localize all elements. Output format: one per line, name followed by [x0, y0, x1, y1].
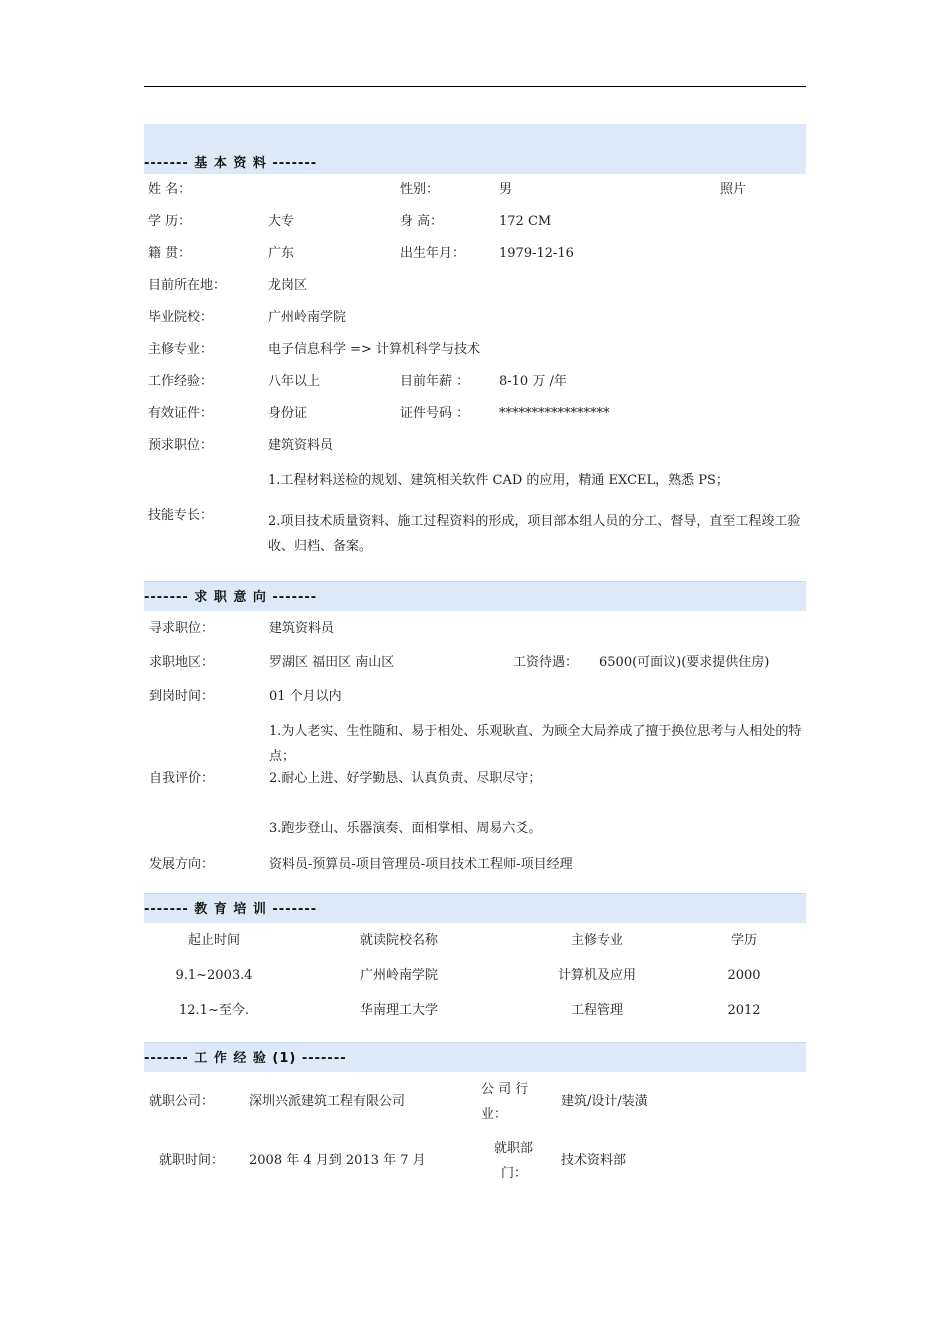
gender-value: 男 — [499, 182, 513, 197]
industry-label-line2: 业： — [481, 1107, 508, 1122]
birth-label: 出生年月： — [400, 246, 466, 261]
section-header-intent — [144, 581, 806, 611]
basic-row-id — [144, 404, 806, 436]
work-time-label: 就职时间： — [159, 1153, 225, 1168]
arrive-value: 01 个月以内 — [269, 689, 342, 704]
origin-value: 广东 — [268, 246, 295, 261]
edu-cell-degree: 2000 — [727, 968, 761, 983]
self-item-3: 3.跑步登山、乐器演奏、面相掌相、周易六爻。 — [269, 821, 542, 836]
section-header-basic — [144, 124, 806, 174]
edu-cell-major: 工程管理 — [570, 1003, 623, 1018]
pay-value: 6500(可面议)(要求提供住房) — [599, 655, 770, 670]
company-label: 就职公司： — [149, 1094, 215, 1109]
industry-label-line1: 公 司 行 — [481, 1082, 529, 1097]
photo-label: 照片 — [720, 182, 747, 197]
id-label: 有效证件： — [148, 406, 214, 421]
company-value: 深圳兴派建筑工程有限公司 — [249, 1094, 406, 1109]
major-label: 主修专业： — [148, 342, 214, 357]
gender-label: 性别： — [400, 182, 440, 197]
basic-row-origin — [144, 244, 806, 276]
exp-label: 工作经验： — [148, 374, 214, 389]
location-value: 龙岗区 — [268, 278, 308, 293]
basic-row-school — [144, 308, 806, 340]
exp-value: 八年以上 — [268, 374, 321, 389]
area-label: 求职地区： — [149, 655, 215, 670]
work-time-value: 2008 年 4 月到 2013 年 7 月 — [249, 1153, 426, 1168]
table-row — [144, 1001, 806, 1036]
salary-label: 目前年薪 ： — [400, 374, 470, 389]
edu-header-school: 就读院校名称 — [359, 933, 438, 948]
edu-cell-major: 计算机及应用 — [557, 968, 636, 983]
intent-row-dev — [144, 855, 806, 889]
self-item-2: 2.耐心上进、好学勤恳、认真负责、尽职尽守； — [269, 771, 542, 786]
self-item-1: 1.为人老实、生性随和、易于相处、乐观耿直、为顾全大局养成了擅于换位思考与人相处的特点； — [269, 724, 802, 764]
edu-value: 大专 — [268, 214, 295, 229]
school-value: 广州岭南学院 — [268, 310, 347, 325]
skills-item-1: 1.工程材料送检的规划、建筑相关软件 CAD 的应用，精通 EXCEL，熟悉 PS； — [268, 473, 729, 488]
top-rule — [144, 86, 806, 87]
dev-label: 发展方向： — [149, 857, 215, 872]
edu-header-period: 起止时间 — [187, 933, 240, 948]
edu-cell-school: 广州岭南学院 — [359, 968, 438, 983]
intent-row-arrive — [144, 687, 806, 721]
basic-row-exp — [144, 372, 806, 404]
work-row-company — [144, 1072, 806, 1132]
section-title-work: ------- 工 作 经 验 (1) ------- — [144, 1051, 347, 1066]
id-value: 身份证 — [268, 406, 308, 421]
basic-row-location — [144, 276, 806, 308]
idno-value: ***************** — [499, 406, 610, 421]
intent-row-position — [144, 619, 806, 653]
table-row — [144, 966, 806, 1001]
basic-row-position — [144, 436, 806, 468]
position-label: 预求职位： — [148, 438, 214, 453]
section-title-edu: ------- 教 育 培 训 ------- — [144, 902, 318, 917]
major-value: 电子信息科学 => 计算机科学与技术 — [268, 342, 481, 357]
origin-label: 籍 贯： — [148, 246, 192, 261]
position-value: 建筑资料员 — [268, 438, 334, 453]
name-label: 姓 名： — [148, 182, 192, 197]
skills-label: 技能专长： — [148, 508, 214, 523]
dept-label-line2: 门： — [501, 1166, 528, 1181]
basic-row-major — [144, 340, 806, 372]
section-title-intent: ------- 求 职 意 向 ------- — [144, 590, 318, 605]
basic-row-edu — [144, 212, 806, 244]
basic-row-name — [144, 180, 806, 212]
intent-row-area — [144, 653, 806, 687]
industry-value: 建筑/设计/装潢 — [561, 1094, 648, 1109]
birth-value: 1979-12-16 — [499, 246, 574, 261]
intent-position-label: 寻求职位： — [149, 621, 215, 636]
edu-label: 学 历： — [148, 214, 192, 229]
idno-label: 证件号码 ： — [400, 406, 470, 421]
edu-header-degree: 学历 — [730, 933, 757, 948]
self-label: 自我评价： — [149, 771, 215, 786]
edu-cell-period: 12.1~至今. — [179, 1003, 249, 1018]
salary-value: 8-10 万 /年 — [499, 374, 567, 389]
pay-label: 工资待遇： — [513, 655, 579, 670]
section-header-edu — [144, 893, 806, 923]
area-value: 罗湖区 福田区 南山区 — [269, 655, 395, 670]
dept-label-line1: 就职部 — [494, 1141, 534, 1156]
dept-value: 技术资料部 — [561, 1153, 627, 1168]
arrive-label: 到岗时间： — [149, 689, 215, 704]
location-label: 目前所在地： — [148, 278, 227, 293]
dev-value: 资料员-预算员-项目管理员-项目技术工程师-项目经理 — [269, 857, 573, 872]
height-value: 172 CM — [499, 214, 552, 229]
edu-cell-degree: 2012 — [727, 1003, 761, 1018]
section-header-work — [144, 1042, 806, 1072]
intent-row-self — [144, 721, 806, 855]
height-label: 身 高： — [400, 214, 444, 229]
edu-header-row — [144, 931, 806, 966]
section-title-basic: ------- 基 本 资 料 ------- — [144, 156, 318, 171]
edu-header-major: 主修专业 — [570, 933, 623, 948]
edu-cell-school: 华南理工大学 — [359, 1003, 438, 1018]
skills-item-2: 2.项目技术质量资料、施工过程资料的形成，项目部本组人员的分工、督导，直至工程竣工验收、归档、备案。 — [268, 514, 801, 554]
intent-position-value: 建筑资料员 — [269, 621, 335, 636]
school-label: 毕业院校： — [148, 310, 214, 325]
edu-cell-period: 9.1~2003.4 — [175, 968, 253, 983]
resume — [144, 124, 806, 1192]
basic-row-skills — [144, 468, 806, 572]
work-row-time — [144, 1132, 806, 1192]
